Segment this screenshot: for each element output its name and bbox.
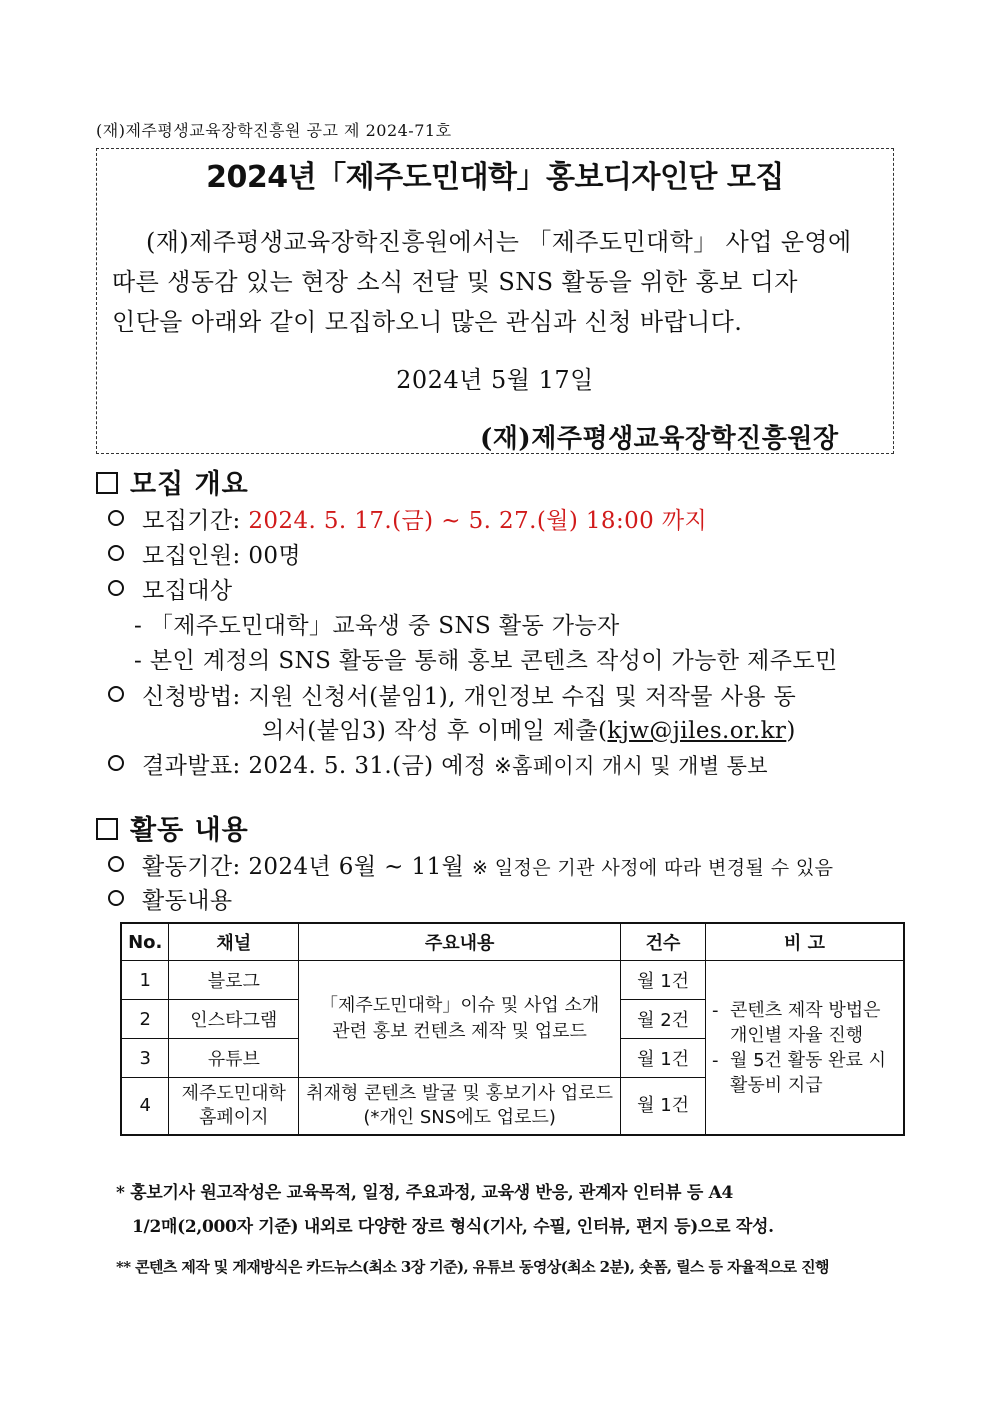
circle-bullet-icon bbox=[108, 856, 124, 872]
content-line: 관련 홍보 컨텐츠 제작 및 업로드 bbox=[332, 1021, 587, 1042]
activity-period bbox=[108, 848, 833, 881]
field-note: ※홈페이지 개시 및 개별 통보 bbox=[494, 754, 768, 778]
column-header: No. bbox=[121, 923, 169, 961]
remark-text: 활동비 지급 bbox=[729, 1074, 823, 1096]
issuer-name: (재)제주평생교육장학진흥원장 bbox=[480, 424, 839, 454]
section-title: 활동 내용 bbox=[130, 815, 249, 846]
checkbox-square-icon bbox=[96, 472, 118, 494]
cell-no: 2 bbox=[121, 1000, 169, 1039]
circle-bullet-icon bbox=[108, 545, 124, 561]
remark-dash: - bbox=[711, 1049, 719, 1071]
page-title: 2024년「제주도민대학」홍보디자인단 모집 bbox=[206, 160, 784, 195]
cell-count: 월 1건 bbox=[621, 1078, 706, 1136]
cell-count: 월 1건 bbox=[621, 961, 706, 1000]
cell-channel: 블로그 bbox=[169, 961, 299, 1000]
circle-bullet-icon bbox=[108, 580, 124, 596]
remark-dash: - bbox=[711, 999, 719, 1021]
circle-bullet-icon bbox=[108, 890, 124, 906]
content-line: 「제주도민대학」이슈 및 사업 소개 bbox=[320, 995, 600, 1016]
cell-channel: 인스타그램 bbox=[169, 1000, 299, 1039]
circle-bullet-icon bbox=[108, 686, 124, 702]
table-header-row bbox=[121, 923, 904, 961]
announcement-date: 2024년 5월 17일 bbox=[396, 366, 594, 394]
cell-count: 월 2건 bbox=[621, 1000, 706, 1039]
column-header: 건수 bbox=[621, 923, 706, 961]
application-method bbox=[108, 678, 796, 711]
recruitment-count bbox=[108, 537, 301, 570]
remark-text: 월 5건 활동 완료 시 bbox=[729, 1049, 887, 1071]
field-value: 2024. 5. 17.(금) ~ 5. 27.(월) 18:00 까지 bbox=[248, 508, 708, 534]
field-label: 신청방법: bbox=[142, 684, 249, 710]
field-label: 활동기간: bbox=[142, 854, 249, 880]
table-row bbox=[121, 961, 904, 1000]
activity-content bbox=[108, 882, 232, 915]
cell-no: 3 bbox=[121, 1039, 169, 1078]
notice-number: (재)제주평생교육장학진흥원 공고 제 2024-71호 bbox=[96, 121, 452, 140]
field-value: ) bbox=[786, 718, 796, 744]
field-label: 모집인원: bbox=[142, 543, 249, 569]
remark-text: 콘텐츠 제작 방법은 bbox=[729, 999, 881, 1021]
content-line: (*개인 SNS에도 업로드) bbox=[363, 1107, 556, 1128]
field-label: 모집기간: bbox=[142, 508, 249, 534]
cell-content-merged bbox=[299, 961, 621, 1078]
result-announcement bbox=[108, 747, 768, 780]
section-heading-activity bbox=[96, 808, 249, 847]
field-value: 00명 bbox=[248, 543, 302, 569]
field-value: 지원 신청서(붙임1), 개인정보 수집 및 저작물 사용 동 bbox=[248, 684, 797, 710]
cell-remarks bbox=[705, 961, 904, 1136]
column-header: 비 고 bbox=[705, 923, 904, 961]
target-item: - 본인 계정의 SNS 활동을 통해 홍보 콘텐츠 작성이 가능한 제주도민 bbox=[134, 648, 838, 674]
field-note: ※ 일정은 기관 사정에 따라 변경될 수 있음 bbox=[471, 857, 834, 879]
intro-line: 인단을 아래와 같이 모집하오니 많은 관심과 신청 바랍니다. bbox=[112, 308, 743, 336]
field-label: 결과발표: bbox=[142, 753, 249, 779]
recruitment-period bbox=[108, 502, 707, 535]
application-method-cont bbox=[262, 712, 796, 745]
footnote-1: * 홍보기사 원고작성은 교육목적, 일정, 주요과정, 교육생 반응, 관계자 인터뷰 등 A4 bbox=[116, 1183, 734, 1203]
footnote-1-cont: 1/2매(2,000자 기준) 내외로 다양한 장르 형식(기사, 수필, 인터뷰, 편지 등)으로 작성. bbox=[132, 1217, 774, 1237]
intro-paragraph bbox=[112, 222, 872, 342]
field-value: 2024년 6월 ~ 11월 bbox=[248, 854, 472, 880]
channel-line: 제주도민대학 bbox=[181, 1083, 286, 1104]
cell-channel bbox=[169, 1078, 299, 1136]
footnote-2: ** 콘텐츠 제작 및 게재방식은 카드뉴스(최소 3장 기준), 유튜브 동영상(최소 2분), 숏폼, 릴스 등 자율적으로 진행 bbox=[116, 1258, 829, 1276]
cell-no: 4 bbox=[121, 1078, 169, 1136]
content-line: 취재형 콘텐츠 발굴 및 홍보기사 업로드 bbox=[306, 1083, 614, 1104]
email-link[interactable]: kjw@jiles.or.kr bbox=[607, 718, 787, 744]
target-item: - 「제주도민대학」교육생 중 SNS 활동 가능자 bbox=[134, 613, 620, 639]
remark-text: 개인별 자율 진행 bbox=[729, 1024, 864, 1046]
section-heading-recruitment bbox=[96, 462, 249, 501]
intro-line: (재)제주평생교육장학진흥원에서는 「제주도민대학」 사업 운영에 bbox=[146, 228, 852, 256]
intro-line: 따른 생동감 있는 현장 소식 전달 및 SNS 활동을 위한 홍보 디자 bbox=[112, 268, 798, 296]
channel-line: 홈페이지 bbox=[198, 1107, 269, 1128]
cell-content bbox=[299, 1078, 621, 1136]
checkbox-square-icon bbox=[96, 818, 118, 840]
field-label: 모집대상 bbox=[142, 578, 233, 604]
column-header: 주요내용 bbox=[299, 923, 621, 961]
circle-bullet-icon bbox=[108, 755, 124, 771]
circle-bullet-icon bbox=[108, 510, 124, 526]
cell-count: 월 1건 bbox=[621, 1039, 706, 1078]
activity-table bbox=[120, 922, 905, 1136]
recruitment-target bbox=[108, 572, 232, 605]
column-header: 채널 bbox=[169, 923, 299, 961]
field-value: 2024. 5. 31.(금) 예정 bbox=[248, 753, 495, 779]
field-label: 활동내용 bbox=[142, 888, 233, 914]
remark-item bbox=[712, 998, 897, 1048]
cell-no: 1 bbox=[121, 961, 169, 1000]
field-value: 의서(붙임3) 작성 후 이메일 제출( bbox=[262, 718, 608, 744]
remark-item bbox=[712, 1048, 897, 1098]
cell-channel: 유튜브 bbox=[169, 1039, 299, 1078]
section-title: 모집 개요 bbox=[130, 469, 249, 500]
